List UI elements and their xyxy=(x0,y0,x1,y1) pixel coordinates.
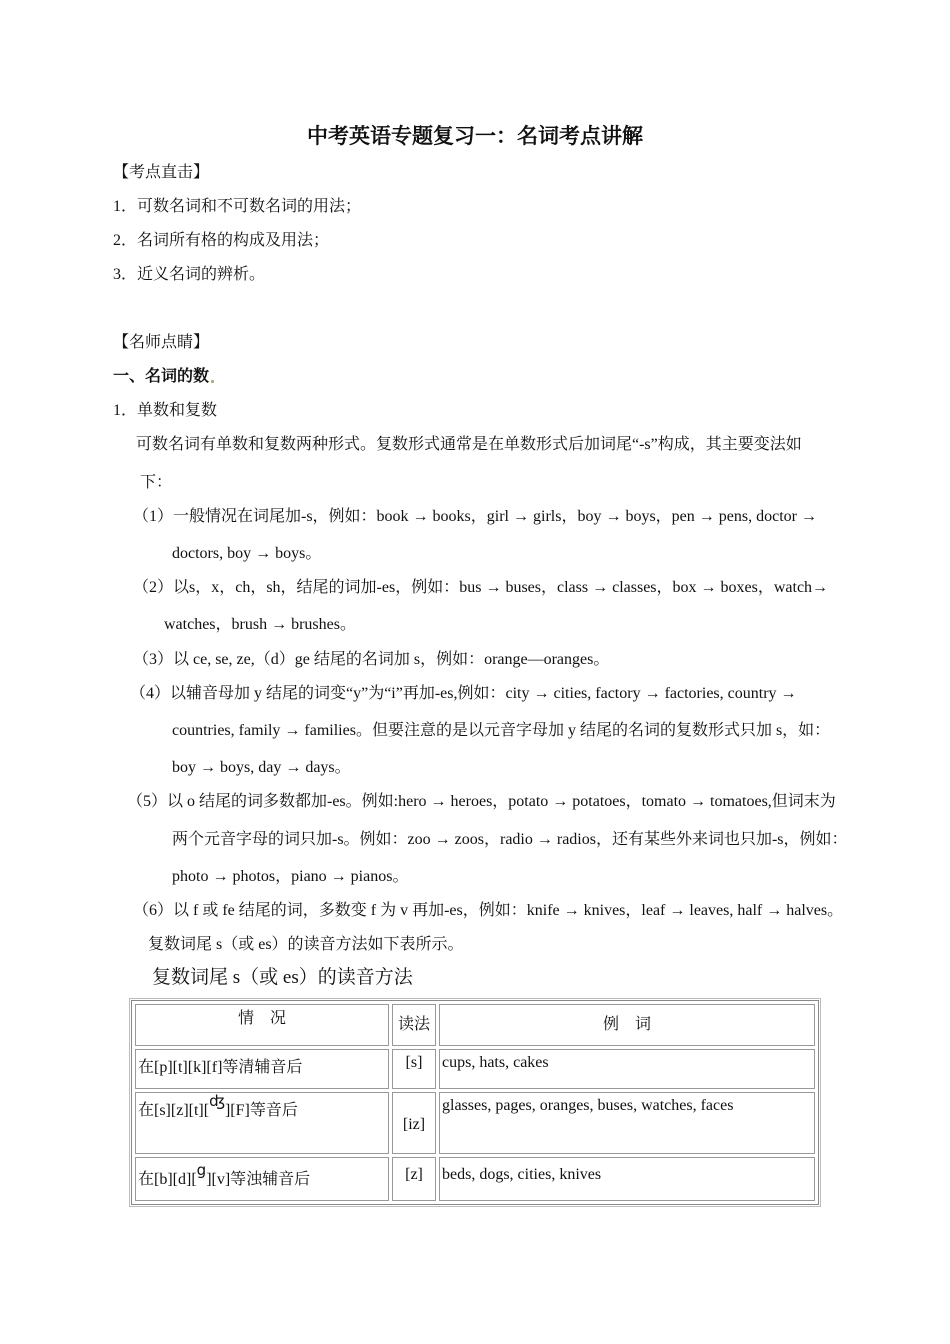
cell-case xyxy=(135,1049,389,1089)
document-title: 中考英语专题复习一：名词考点讲解 xyxy=(307,124,643,148)
rule-4-line: （4）以辅音母加 y 结尾的词变“y”为“i”再加-es,例如：city → cities, factory → factories, country → xyxy=(130,685,797,702)
table-row xyxy=(135,1092,815,1154)
part-title xyxy=(113,367,214,387)
rule-4-line: boy → boys, day → days。 xyxy=(172,759,351,776)
case-text: 在[p][t][k][f]等清辅音后 xyxy=(138,1059,303,1076)
table-intro: 复数词尾 s（或 es）的读音方法如下表所示。 xyxy=(148,936,464,953)
cell-case xyxy=(135,1092,389,1154)
rule-6-line: （6）以 f 或 fe 结尾的词，多数变 f 为 v 再加-es，例如：knife → knives，leaf → leaves, half → halves。 xyxy=(133,902,844,919)
rule-2-line: watches，brush → brushes。 xyxy=(164,616,356,633)
phonetic-symbol: ʤ xyxy=(209,1092,225,1110)
table-row xyxy=(135,1049,815,1089)
phonetic-symbol: g xyxy=(196,1161,207,1179)
cell-examples: glasses, pages, oranges, buses, watches, faces xyxy=(439,1092,815,1154)
key-point-item: 2．名词所有格的构成及用法； xyxy=(113,232,330,249)
cell-pronunciation: [iz] xyxy=(392,1092,436,1154)
intro-paragraph-line: 下： xyxy=(140,474,173,491)
section-heading-key-points: 【考点直击】 xyxy=(113,164,210,181)
rule-5-line: （5）以 o 结尾的词多数都加-es。例如:hero → heroes，potato → potatoes，tomato → tomatoes,但词末为 xyxy=(127,793,836,810)
key-point-item: 1．可数名词和不可数名词的用法； xyxy=(113,198,362,215)
part-title-text: 一、名词的数 xyxy=(113,368,210,385)
rule-3-line: （3）以 ce, se, ze,（d）ge 结尾的名词加 s，例如：orange—oranges。 xyxy=(133,651,610,668)
rule-1-line: doctors, boy → boys。 xyxy=(172,545,322,562)
table-caption: 复数词尾 s（或 es）的读音方法 xyxy=(152,967,413,988)
section-heading-teacher-notes: 【名师点睛】 xyxy=(113,334,210,351)
header-pronunciation: 读法 xyxy=(392,1004,436,1046)
table-header-row xyxy=(135,1004,815,1046)
cell-pronunciation: [z] xyxy=(392,1157,436,1201)
cell-examples: beds, dogs, cities, knives xyxy=(439,1157,815,1201)
case-text: ][v]等浊辅音后 xyxy=(206,1171,311,1188)
sub-title: 1．单数和复数 xyxy=(113,402,218,419)
rule-4-line: countries, family → families。但要注意的是以元音字母加 y 结尾的名词的复数形式只加 s，如： xyxy=(172,722,831,739)
case-text: 在[b][d][ xyxy=(138,1171,197,1188)
cell-pronunciation: [s] xyxy=(392,1049,436,1089)
header-case: 情 况 xyxy=(135,1004,389,1046)
intro-paragraph-line: 可数名词有单数和复数两种形式。复数形式通常是在单数形式后加词尾“-s”构成，其主要变法如 xyxy=(136,436,802,453)
table-row xyxy=(135,1157,815,1201)
rule-5-line: photo → photos，piano → pianos。 xyxy=(172,868,409,885)
cell-case xyxy=(135,1157,389,1201)
pronunciation-table xyxy=(131,1000,819,1205)
anchor-dot-icon xyxy=(211,380,214,383)
rule-1-line: （1）一般情况在词尾加-s，例如：book → books，girl → girls，boy → boys，pen → pens, doctor → xyxy=(133,508,817,525)
case-text: ][F]等音后 xyxy=(224,1102,298,1119)
header-examples: 例 词 xyxy=(439,1004,815,1046)
rule-5-line: 两个元音字母的词只加-s。例如：zoo → zoos，radio → radios，还有某些外来词也只加-s，例如： xyxy=(172,831,848,848)
cell-examples: cups, hats, cakes xyxy=(439,1049,815,1089)
rule-2-line: （2）以s，x，ch，sh，结尾的词加-es，例如：bus → buses，class → classes，box → boxes，watch→ xyxy=(133,579,829,596)
key-point-item: 3．近义名词的辨析。 xyxy=(113,266,266,283)
case-text: 在[s][z][t][ xyxy=(138,1102,210,1119)
